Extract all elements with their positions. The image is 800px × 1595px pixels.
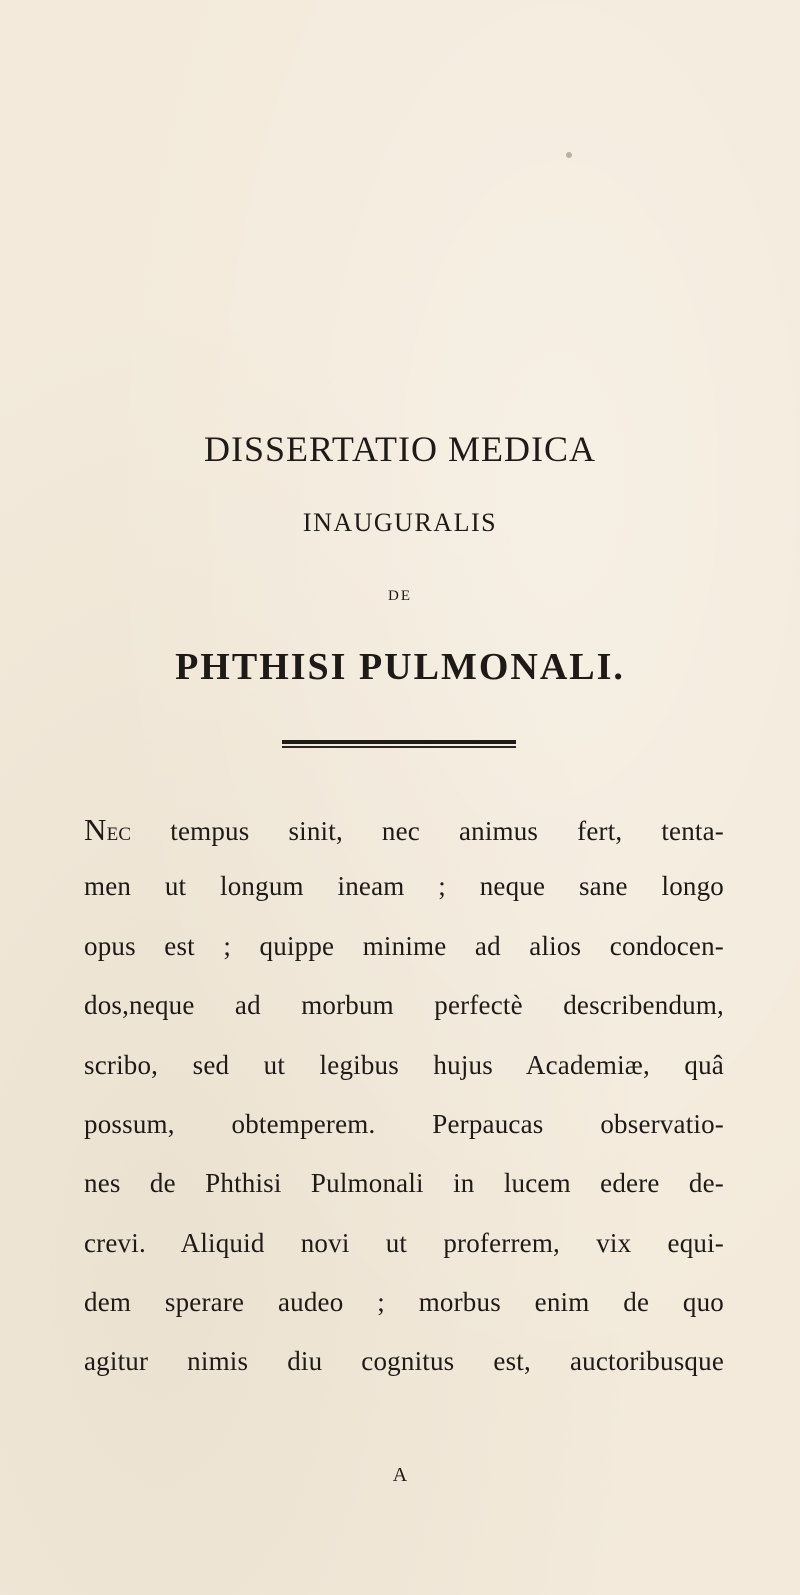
paper-speck	[566, 152, 572, 158]
text-line-1	[84, 812, 724, 848]
drop-initial: N	[84, 812, 107, 847]
text-line-4: dos,neque ad morbum perfectè describendum,	[84, 990, 724, 1020]
title-inauguralis: INAUGURALIS	[302, 508, 498, 537]
text-line-5: scribo, sed ut legibus hujus Academiæ, quâ	[84, 1050, 724, 1080]
text-line-8: crevi. Aliquid novi ut proferrem, vix equi-	[84, 1228, 724, 1258]
text-line-1-rest: tempus sinit, nec animus fert, tenta-	[131, 816, 724, 846]
ornamental-rule-thick	[282, 740, 516, 744]
title-de: DE	[388, 588, 412, 604]
title-dissertatio-medica: DISSERTATIO MEDICA	[204, 429, 596, 469]
text-line-6: possum, obtemperem. Perpaucas observatio-	[84, 1109, 724, 1139]
text-line-2: men ut longum ineam ; neque sane longo	[84, 871, 724, 901]
signature-mark: A	[392, 1464, 408, 1486]
text-line-9: dem sperare audeo ; morbus enim de quo	[84, 1287, 724, 1317]
first-word-rest: ec	[106, 816, 132, 846]
ornamental-rule-thin	[282, 746, 516, 748]
text-line-10: agitur nimis diu cognitus est, auctoribusque	[84, 1346, 724, 1376]
title-phthisi-pulmonali: PHTHISI PULMONALI.	[175, 646, 625, 688]
text-line-7: nes de Phthisi Pulmonali in lucem edere de-	[84, 1168, 724, 1198]
text-line-3: opus est ; quippe minime ad alios condocen-	[84, 931, 724, 961]
